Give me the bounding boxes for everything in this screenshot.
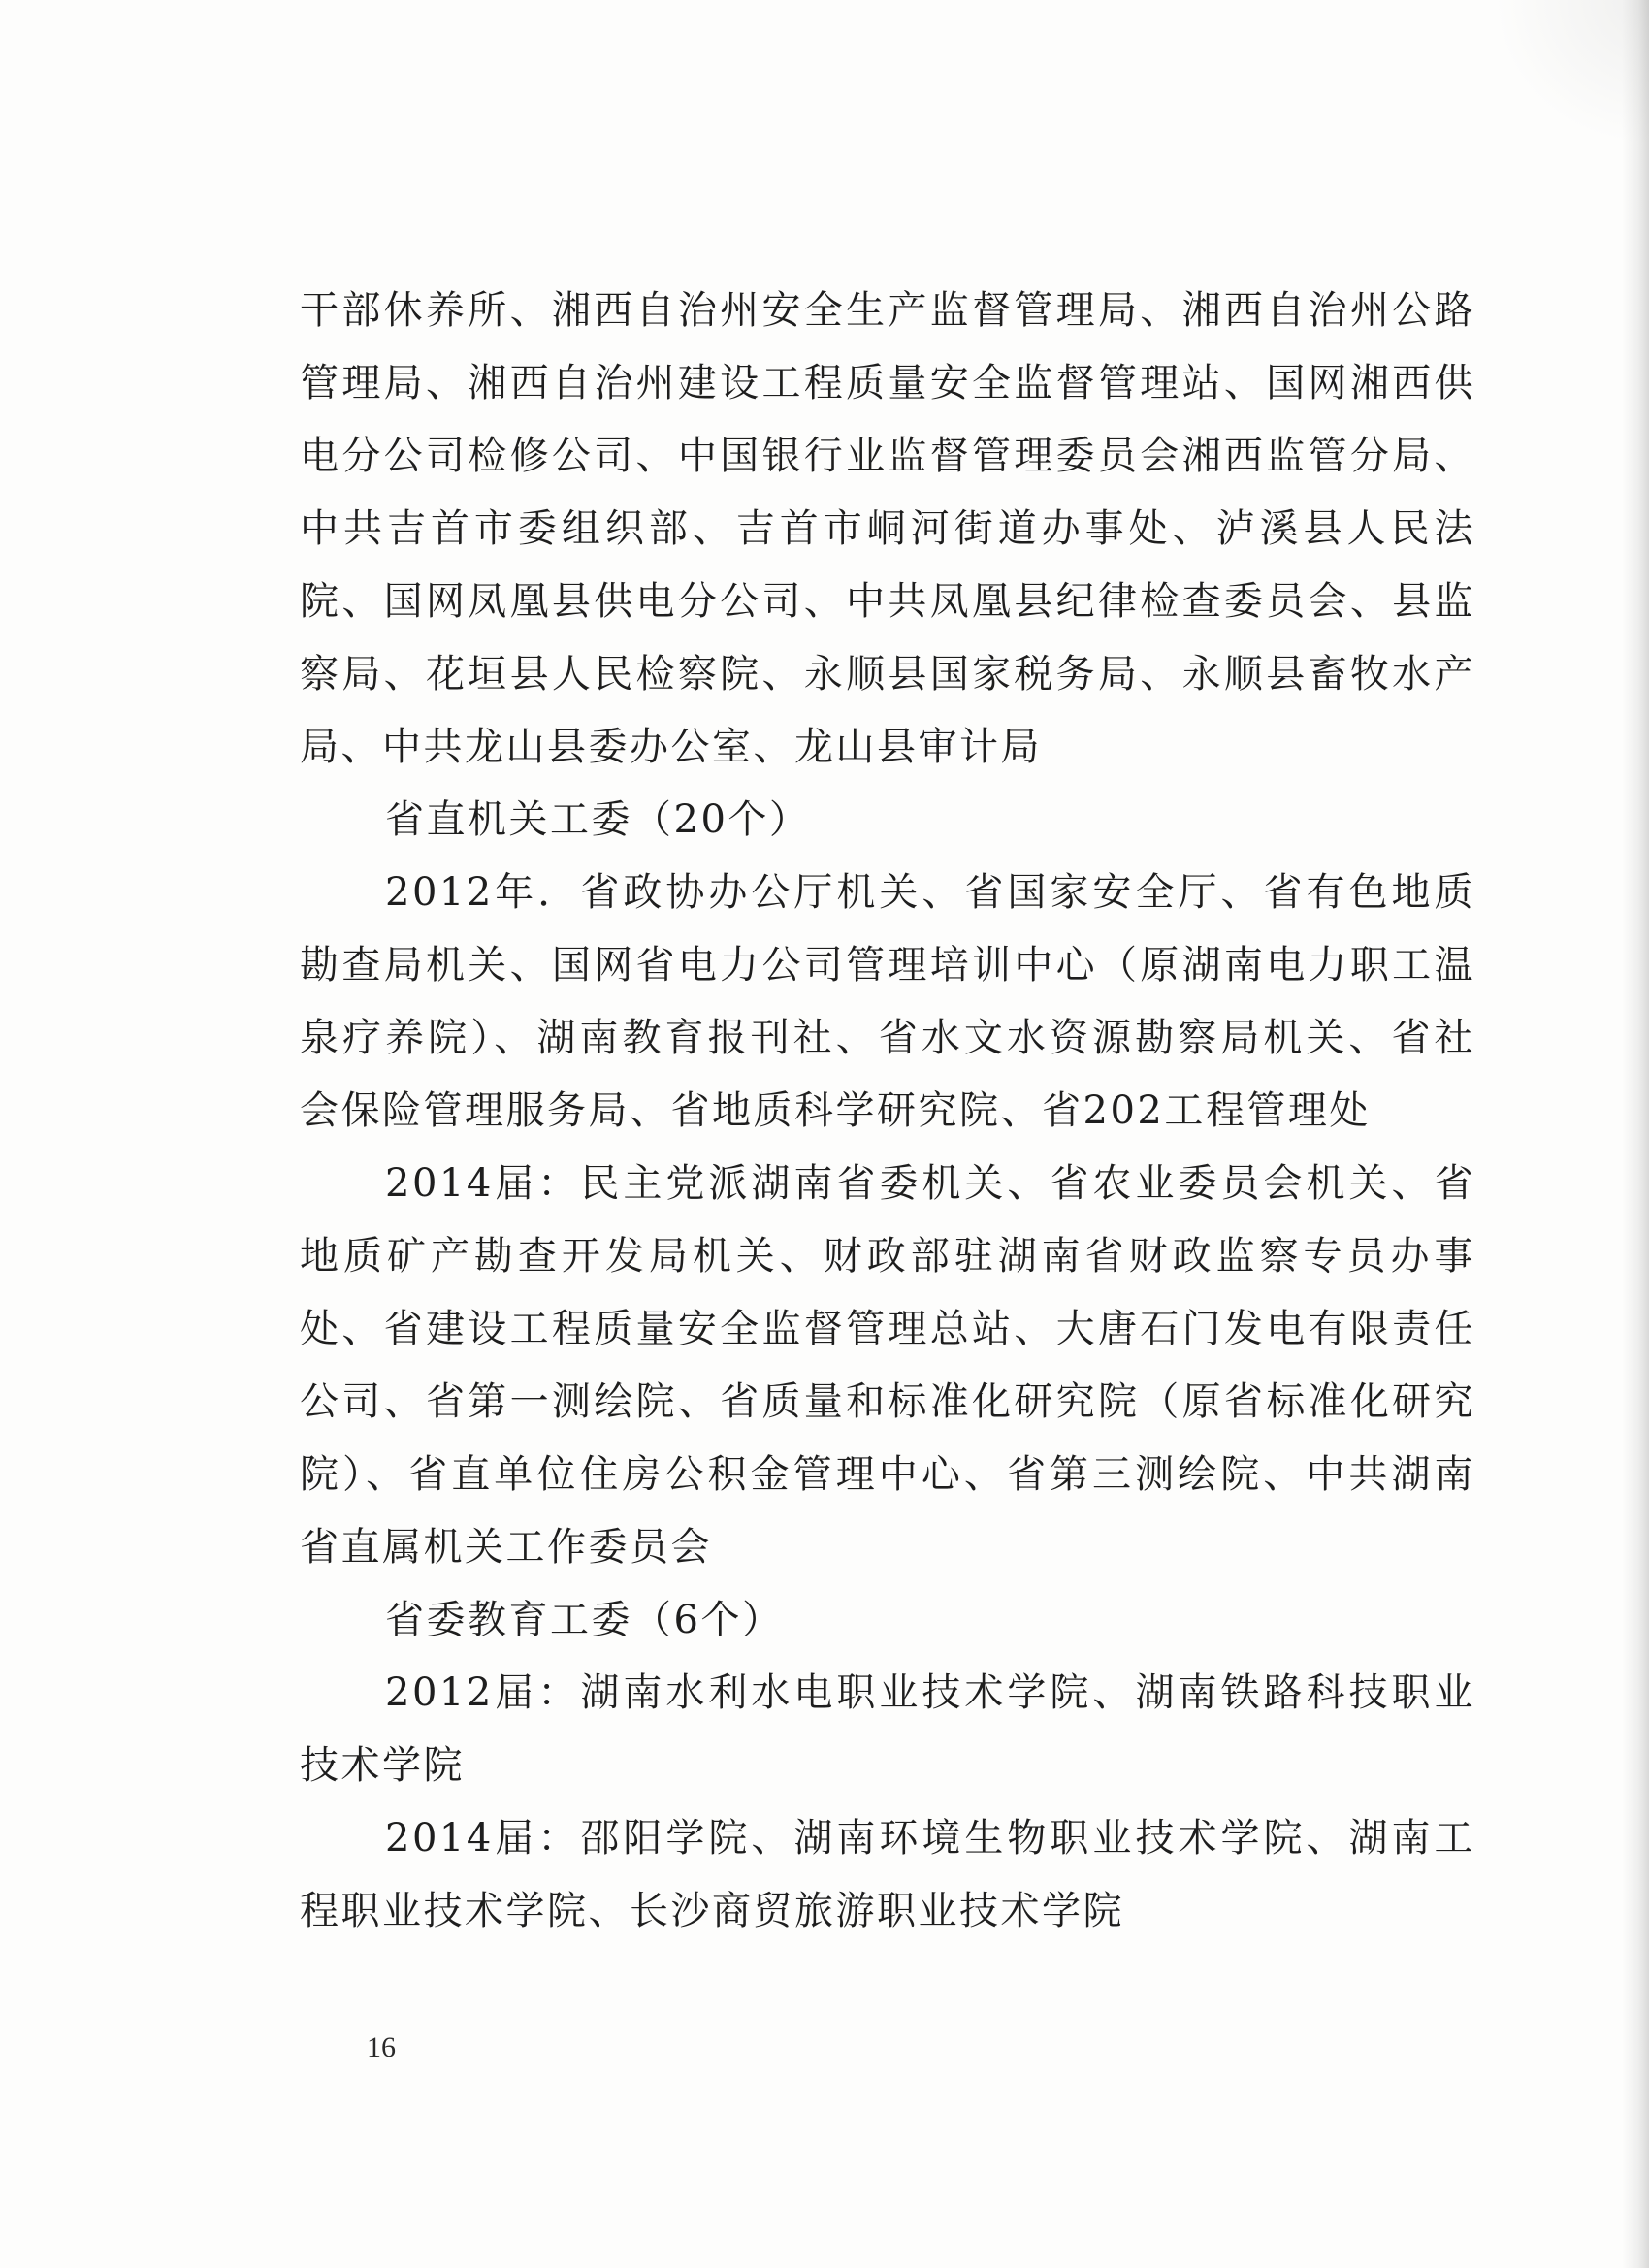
paragraph-2014-provincial (300, 1148, 1475, 1584)
paragraph-2012-provincial (300, 857, 1475, 1148)
text-line: 公司、省第一测绘院、省质量和标准化研究院（原省标准化研究 (300, 1379, 1475, 1424)
text-line: 2014届：邵阳学院、湖南环境生物职业技术学院、湖南工 (385, 1816, 1475, 1861)
paragraph-2014-education (300, 1802, 1475, 1948)
text-line: 中共吉首市委组织部、吉首市峒河街道办事处、泸溪县人民法 (300, 506, 1475, 551)
text-line: 2012年．省政协办公厅机关、省国家安全厅、省有色地质 (385, 870, 1475, 915)
body-text (300, 275, 1475, 1948)
text-line: 程职业技术学院、长沙商贸旅游职业技术学院 (300, 1889, 1124, 1933)
paragraph-xiangxi-units (300, 275, 1475, 784)
text-line: 2014届：民主党派湖南省委机关、省农业委员会机关、省 (385, 1161, 1475, 1206)
text-line: 地质矿产勘查开发局机关、财政部驻湖南省财政监察专员办事 (300, 1234, 1475, 1279)
text-line: 干部休养所、湘西自治州安全生产监督管理局、湘西自治州公路 (300, 288, 1475, 333)
text-line: 局、中共龙山县委办公室、龙山县审计局 (300, 725, 1042, 769)
text-line: 会保险管理服务局、省地质科学研究院、省202工程管理处 (300, 1088, 1371, 1133)
page-edge-shadow (1622, 0, 1649, 2268)
section-heading: 省直机关工委（20个） (385, 797, 811, 842)
section-heading: 省委教育工委（6个） (385, 1598, 784, 1642)
page-number: 16 (367, 2031, 396, 2063)
text-line: 泉疗养院）、湖南教育报刊社、省水文水资源勘察局机关、省社 (300, 1016, 1475, 1060)
text-line: 处、省建设工程质量安全监督管理总站、大唐石门发电有限责任 (300, 1307, 1475, 1351)
text-line: 勘查局机关、国网省电力公司管理培训中心（原湖南电力职工温 (300, 943, 1475, 988)
text-line: 院、国网凤凰县供电分公司、中共凤凰县纪律检查委员会、县监 (300, 579, 1475, 624)
text-line: 省直属机关工作委员会 (300, 1525, 712, 1570)
section-heading-provincial-organs (300, 784, 1475, 857)
text-line: 技术学院 (300, 1743, 465, 1788)
text-line: 院）、省直单位住房公积金管理中心、省第三测绘院、中共湖南 (300, 1452, 1475, 1497)
section-heading-education (300, 1584, 1475, 1657)
paragraph-2012-education (300, 1657, 1475, 1802)
text-line: 察局、花垣县人民检察院、永顺县国家税务局、永顺县畜牧水产 (300, 652, 1475, 697)
text-line: 电分公司检修公司、中国银行业监督管理委员会湘西监管分局、 (300, 434, 1475, 478)
text-line: 2012届：湖南水利水电职业技术学院、湖南铁路科技职业 (385, 1670, 1475, 1715)
text-line: 管理局、湘西自治州建设工程质量安全监督管理站、国网湘西供 (300, 361, 1475, 405)
